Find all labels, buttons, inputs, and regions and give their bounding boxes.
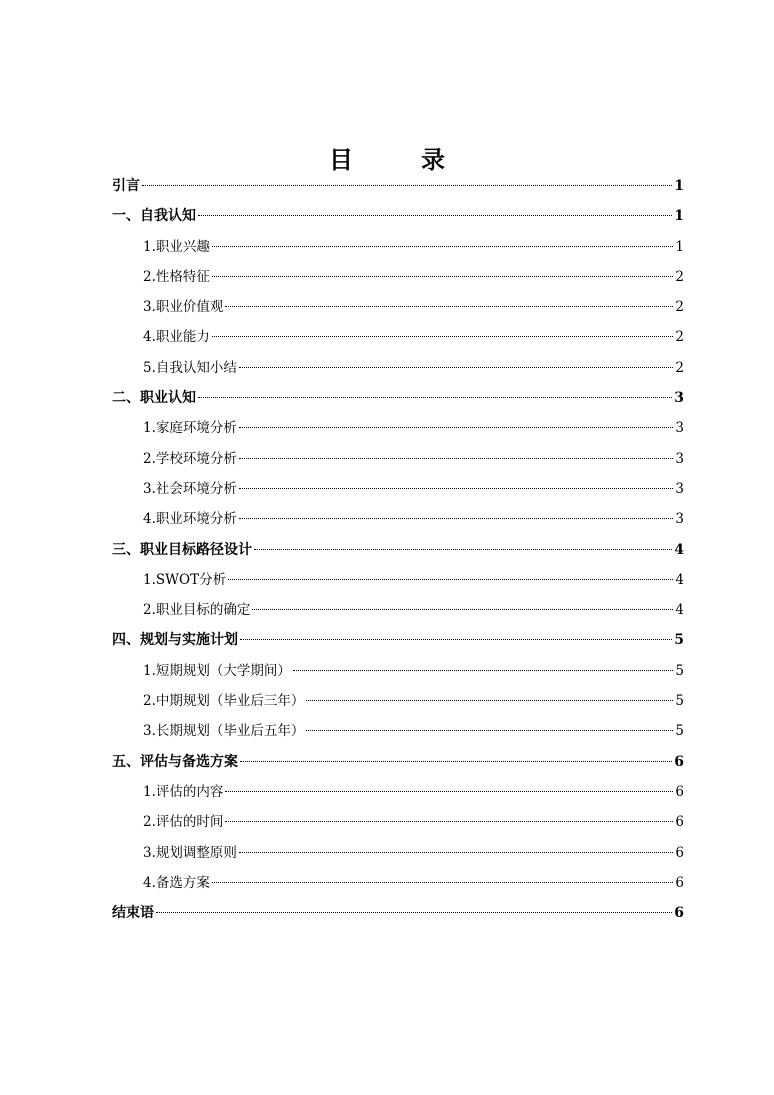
toc-dot-leader bbox=[142, 185, 672, 186]
toc-entry-label: 3.长期规划（毕业后五年） bbox=[143, 723, 305, 740]
toc-entry-section[interactable] bbox=[112, 413, 684, 443]
toc-entry-section[interactable] bbox=[112, 656, 684, 686]
toc-entry-label: 1.评估的内容 bbox=[143, 783, 224, 800]
toc-title: 目 录 bbox=[329, 145, 467, 174]
toc-entry-chapter[interactable] bbox=[112, 898, 684, 928]
toc-dot-leader bbox=[240, 761, 672, 762]
toc-entry-label: 三、职业目标路径设计 bbox=[112, 541, 252, 558]
toc-entry-page-number: 5 bbox=[674, 632, 684, 649]
toc-entry-page-number: 6 bbox=[675, 783, 684, 800]
toc-entry-label: 3.规划调整原则 bbox=[143, 844, 237, 861]
toc-dot-leader bbox=[239, 488, 674, 489]
toc-entry-section[interactable] bbox=[112, 322, 684, 352]
toc-entry-label: 3.社会环境分析 bbox=[143, 480, 237, 497]
toc-entry-section[interactable] bbox=[112, 232, 684, 262]
toc-entry-label: 四、规划与实施计划 bbox=[112, 632, 238, 649]
toc-entry-page-number: 1 bbox=[675, 238, 684, 255]
toc-entry-page-number: 6 bbox=[674, 905, 684, 922]
toc-entry-chapter[interactable] bbox=[112, 747, 684, 777]
toc-entry-section[interactable] bbox=[112, 595, 684, 625]
toc-entry-label: 2.性格特征 bbox=[143, 268, 210, 285]
toc-entry-page-number: 2 bbox=[675, 329, 684, 346]
toc-dot-leader bbox=[252, 609, 673, 610]
toc-entry-page-number: 5 bbox=[675, 693, 684, 710]
toc-entry-section[interactable] bbox=[112, 444, 684, 474]
toc-entry-label: 4.备选方案 bbox=[143, 874, 210, 891]
toc-dot-leader bbox=[156, 912, 672, 913]
table-of-contents bbox=[112, 171, 684, 928]
toc-entry-page-number: 3 bbox=[675, 420, 684, 437]
toc-entry-chapter[interactable] bbox=[112, 535, 684, 565]
toc-entry-label: 1.职业兴趣 bbox=[143, 238, 210, 255]
toc-dot-leader bbox=[306, 730, 673, 731]
toc-dot-leader bbox=[239, 458, 674, 459]
toc-entry-label: 结束语 bbox=[112, 905, 154, 922]
toc-entry-page-number: 5 bbox=[675, 662, 684, 679]
toc-dot-leader bbox=[198, 215, 672, 216]
toc-dot-leader bbox=[293, 670, 674, 671]
toc-dot-leader bbox=[240, 639, 672, 640]
toc-dot-leader bbox=[254, 549, 672, 550]
toc-entry-label: 5.自我认知小结 bbox=[143, 359, 237, 376]
toc-entry-section[interactable] bbox=[112, 474, 684, 504]
toc-entry-label: 一、自我认知 bbox=[112, 208, 196, 225]
toc-entry-page-number: 3 bbox=[674, 390, 684, 407]
toc-entry-page-number: 6 bbox=[675, 844, 684, 861]
toc-dot-leader bbox=[225, 306, 673, 307]
toc-dot-leader bbox=[212, 336, 674, 337]
toc-dot-leader bbox=[198, 397, 672, 398]
toc-dot-leader bbox=[212, 276, 674, 277]
toc-entry-label: 4.职业能力 bbox=[143, 329, 210, 346]
toc-entry-label: 2.学校环境分析 bbox=[143, 450, 237, 467]
toc-entry-page-number: 6 bbox=[674, 753, 684, 770]
toc-entry-label: 2.中期规划（毕业后三年） bbox=[143, 693, 305, 710]
toc-entry-page-number: 2 bbox=[675, 299, 684, 316]
toc-dot-leader bbox=[225, 821, 673, 822]
toc-entry-section[interactable] bbox=[112, 565, 684, 595]
toc-entry-page-number: 6 bbox=[675, 814, 684, 831]
toc-entry-section[interactable] bbox=[112, 262, 684, 292]
toc-entry-page-number: 4 bbox=[675, 571, 684, 588]
toc-entry-section[interactable] bbox=[112, 838, 684, 868]
toc-entry-page-number: 3 bbox=[675, 450, 684, 467]
toc-entry-label: 2.评估的时间 bbox=[143, 814, 224, 831]
toc-entry-section[interactable] bbox=[112, 777, 684, 807]
toc-entry-label: 3.职业价值观 bbox=[143, 299, 224, 316]
toc-entry-label: 二、职业认知 bbox=[112, 390, 196, 407]
toc-entry-chapter[interactable] bbox=[112, 625, 684, 655]
toc-entry-label: 2.职业目标的确定 bbox=[143, 602, 251, 619]
toc-entry-section[interactable] bbox=[112, 686, 684, 716]
toc-dot-leader bbox=[306, 700, 673, 701]
toc-dot-leader bbox=[239, 427, 674, 428]
toc-entry-page-number: 2 bbox=[675, 268, 684, 285]
toc-entry-label: 1.家庭环境分析 bbox=[143, 420, 237, 437]
toc-entry-chapter[interactable] bbox=[112, 171, 684, 201]
toc-entry-page-number: 1 bbox=[674, 178, 684, 194]
toc-entry-page-number: 4 bbox=[675, 602, 684, 619]
toc-entry-chapter[interactable] bbox=[112, 201, 684, 231]
toc-entry-page-number: 2 bbox=[675, 359, 684, 376]
toc-entry-section[interactable] bbox=[112, 716, 684, 746]
toc-dot-leader bbox=[239, 518, 674, 519]
toc-entry-section[interactable] bbox=[112, 504, 684, 534]
toc-dot-leader bbox=[212, 882, 674, 883]
toc-entry-label: 1.短期规划（大学期间） bbox=[143, 662, 291, 679]
toc-entry-page-number: 6 bbox=[675, 874, 684, 891]
toc-dot-leader bbox=[212, 246, 674, 247]
toc-entry-chapter[interactable] bbox=[112, 383, 684, 413]
toc-entry-section[interactable] bbox=[112, 353, 684, 383]
toc-dot-leader bbox=[239, 852, 674, 853]
toc-entry-label: 4.职业环境分析 bbox=[143, 511, 237, 528]
toc-entry-section[interactable] bbox=[112, 868, 684, 898]
toc-entry-section[interactable] bbox=[112, 807, 684, 837]
toc-dot-leader bbox=[239, 367, 674, 368]
toc-entry-page-number: 5 bbox=[675, 723, 684, 740]
toc-dot-leader bbox=[228, 579, 673, 580]
toc-dot-leader bbox=[225, 791, 673, 792]
toc-entry-page-number: 3 bbox=[675, 511, 684, 528]
toc-entry-section[interactable] bbox=[112, 292, 684, 322]
toc-entry-label: 五、评估与备选方案 bbox=[112, 753, 238, 770]
toc-entry-page-number: 1 bbox=[674, 208, 684, 225]
toc-entry-label: 1.SWOT分析 bbox=[143, 571, 227, 588]
toc-entry-page-number: 3 bbox=[675, 480, 684, 497]
toc-entry-label: 引言 bbox=[112, 178, 140, 194]
toc-entry-page-number: 4 bbox=[674, 541, 684, 558]
